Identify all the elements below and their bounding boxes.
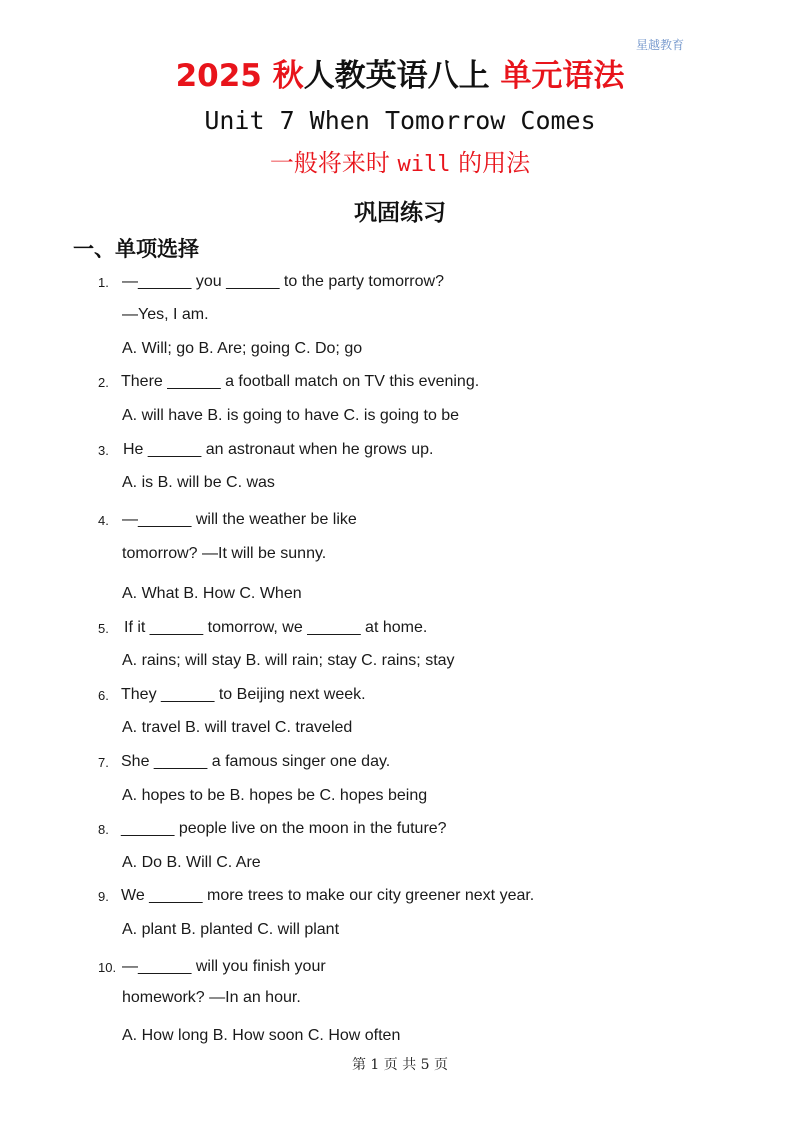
question-options: A. travel B. will travel C. traveled xyxy=(122,719,353,736)
question-number: 3. xyxy=(98,443,109,458)
watermark-text: 星越教育 xyxy=(636,38,685,52)
question-number: 10. xyxy=(98,960,117,975)
question-text: —Yes, I am. xyxy=(122,306,209,323)
grammar-subtitle xyxy=(0,143,800,178)
question-options: A. Will; go B. Are; going C. Do; go xyxy=(122,340,363,357)
unit-title: Unit 7 When Tomorrow Comes xyxy=(204,106,596,135)
question-options: A. will have B. is going to have C. is going to be xyxy=(122,407,460,424)
question-text: —______ you ______ to the party tomorrow? xyxy=(122,273,444,290)
title-topic: 单元语法 xyxy=(500,58,625,94)
page-footer: 第 1 页 共 5 页 xyxy=(351,1057,449,1073)
question-text: He ______ an astronaut when he grows up. xyxy=(123,441,434,458)
title-course: 人教英语八上 xyxy=(303,58,501,94)
question-options: A. How long B. How soon C. How often xyxy=(122,1027,401,1044)
question-options: A. rains; will stay B. will rain; stay C. rains; stay xyxy=(122,652,455,669)
question-text: —______ will you finish your xyxy=(122,958,326,975)
question-number: 7. xyxy=(98,755,109,770)
question-options: A. is B. will be C. was xyxy=(122,474,275,491)
subtitle-will: will xyxy=(397,152,451,177)
question-text: tomorrow? —It will be sunny. xyxy=(122,545,327,562)
question-options: A. Do B. Will C. Are xyxy=(122,854,261,871)
question-options: A. What B. How C. When xyxy=(122,585,302,602)
question-number: 8. xyxy=(98,822,109,837)
question-options: A. plant B. planted C. will plant xyxy=(122,921,340,938)
question-text: ______ people live on the moon in the future? xyxy=(121,820,447,837)
question-text: She ______ a famous singer one day. xyxy=(121,753,391,770)
question-text: homework? —In an hour. xyxy=(122,989,301,1006)
practice-heading: 巩固练习 xyxy=(354,199,446,226)
question-number: 4. xyxy=(98,513,109,528)
question-text: —______ will the weather be like xyxy=(122,511,357,528)
question-number: 6. xyxy=(98,688,109,703)
question-number: 1. xyxy=(98,275,109,290)
question-text: There ______ a football match on TV this evening. xyxy=(121,373,480,390)
question-text: We ______ more trees to make our city greener next year. xyxy=(121,887,535,904)
subtitle-part1: 一般将来时 xyxy=(269,149,398,177)
question-number: 5. xyxy=(98,621,109,636)
question-number: 9. xyxy=(98,889,109,904)
subtitle-part3: 的用法 xyxy=(450,149,531,177)
question-number: 2. xyxy=(98,375,109,390)
title-year-season: 2025 秋 xyxy=(175,58,304,94)
page-title xyxy=(0,56,800,96)
question-text: If it ______ tomorrow, we ______ at home. xyxy=(124,619,428,636)
question-options: A. hopes to be B. hopes be C. hopes being xyxy=(122,787,428,804)
question-text: They ______ to Beijing next week. xyxy=(121,686,366,703)
section-heading: 一、单项选择 xyxy=(73,237,199,261)
